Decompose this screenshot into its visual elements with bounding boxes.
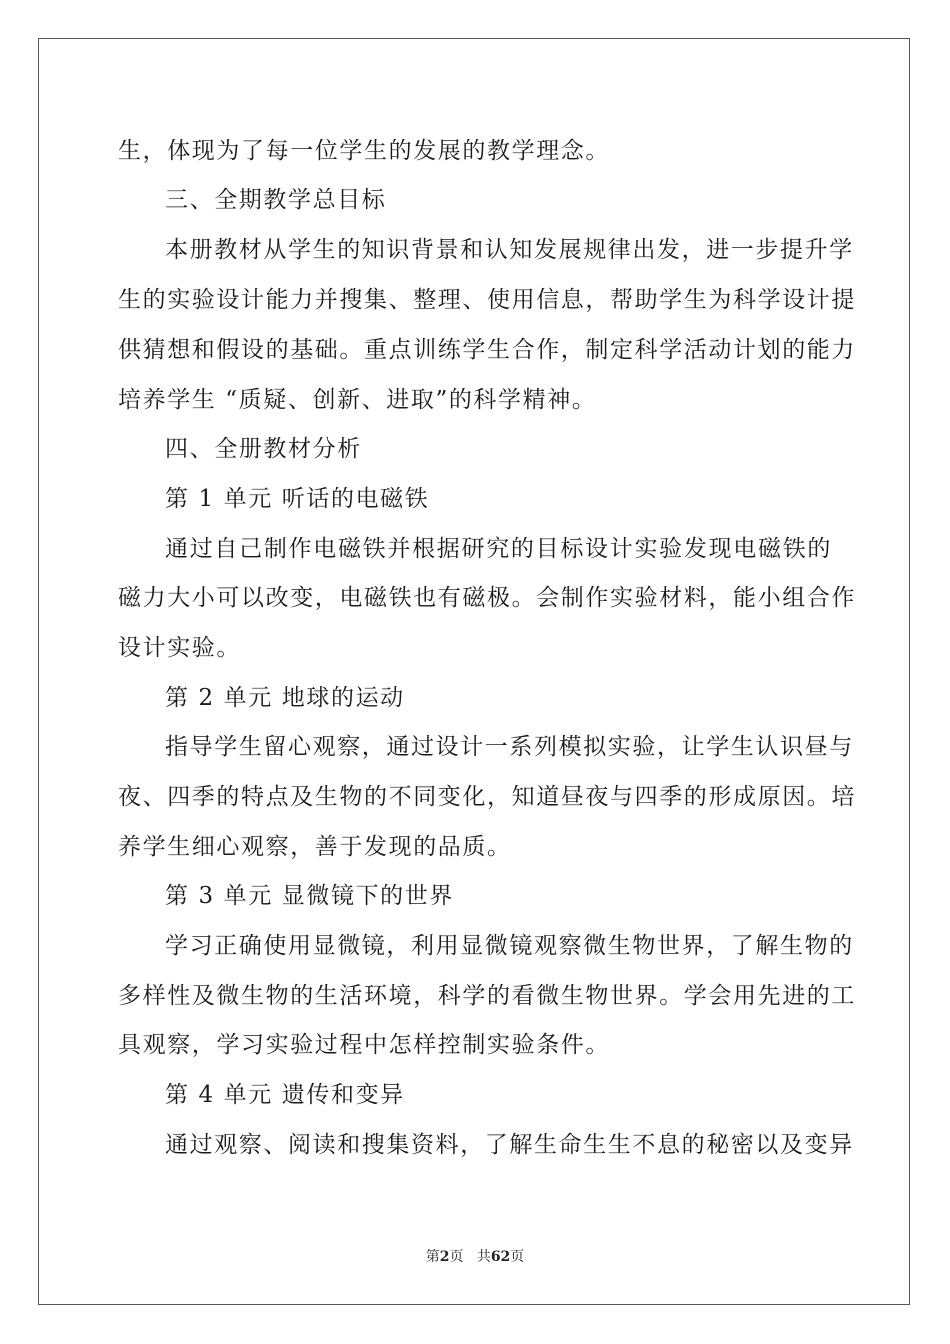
- page-suffix: 页: [449, 1249, 464, 1265]
- paragraph-line: 本册教材从学生的知识背景和认知发展规律出发，进一步提升学: [165, 237, 854, 263]
- paragraph-line: 通过自己制作电磁铁并根据研究的目标设计实验发现电磁铁的: [165, 536, 832, 562]
- total-prefix: 共: [476, 1249, 491, 1265]
- page-prefix: 第: [425, 1249, 440, 1265]
- paragraph-line: 生，体现为了每一位学生的发展的教学理念。: [118, 138, 610, 164]
- paragraph-line: 生的实验设计能力并搜集、整理、使用信息，帮助学生为科学设计提: [118, 287, 856, 313]
- unit-heading-4: 第 4 单元 遗传和变异: [165, 1082, 405, 1108]
- unit-heading-1: 第 1 单元 听话的电磁铁: [165, 486, 430, 512]
- page-number: 2: [439, 1249, 450, 1265]
- paragraph-line: 多样性及微生物的生活环境，科学的看微生物世界。学会用先进的工: [118, 983, 856, 1009]
- total-pages: 62: [490, 1249, 511, 1265]
- unit-heading-2: 第 2 单元 地球的运动: [165, 685, 405, 711]
- total-suffix: 页: [510, 1249, 525, 1265]
- paragraph-line: 磁力大小可以改变，电磁铁也有磁极。会制作实验材料，能小组合作: [118, 585, 856, 611]
- paragraph-line: 培养学生 “质疑、创新、进取”的科学精神。: [118, 387, 597, 413]
- section-heading-4: 四、全册教材分析: [165, 436, 362, 462]
- section-heading-3: 三、全期教学总目标: [165, 187, 387, 213]
- paragraph-line: 设计实验。: [118, 635, 241, 661]
- unit-heading-3: 第 3 单元 显微镜下的世界: [165, 883, 454, 909]
- page-border: [38, 38, 910, 1305]
- page-footer: [0, 1248, 950, 1266]
- paragraph-line: 夜、四季的特点及生物的不同变化，知道昼夜与四季的形成原因。培: [118, 784, 856, 810]
- paragraph-line: 养学生细心观察，善于发现的品质。: [118, 834, 512, 860]
- paragraph-line: 指导学生留心观察，通过设计一系列模拟实验，让学生认识昼与: [165, 734, 854, 760]
- paragraph-line: 学习正确使用显微镜，利用显微镜观察微生物世界，了解生物的: [165, 933, 854, 959]
- paragraph-line: 具观察，学习实验过程中怎样控制实验条件。: [118, 1032, 610, 1058]
- paragraph-line: 通过观察、阅读和搜集资料，了解生命生生不息的秘密以及变异: [165, 1132, 854, 1158]
- paragraph-line: 供猜想和假设的基础。重点训练学生合作，制定科学活动计划的能力: [118, 337, 856, 363]
